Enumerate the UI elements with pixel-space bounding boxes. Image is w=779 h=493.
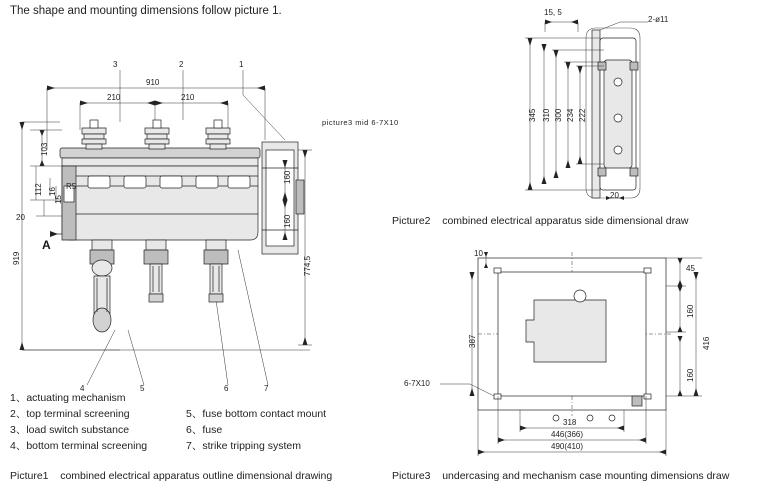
dim-345: 345 — [528, 108, 537, 122]
dim-112: 112 — [34, 183, 43, 196]
section-mark-a: A — [42, 238, 51, 252]
dim-p2-bottom: 20 — [610, 191, 619, 200]
dim-drop-height: 774,5 — [303, 255, 312, 276]
dim-p3-45: 45 — [686, 264, 695, 273]
callout-7: 7 — [264, 384, 269, 393]
sheet-title: The shape and mounting dimensions follow picture 1. — [10, 5, 282, 17]
picture1-caption: Picture1 combined electrical apparatus outline dimensional drawing — [10, 470, 333, 482]
dim-103: 103 — [40, 142, 49, 156]
dim-919: 919 — [12, 251, 21, 265]
dim-span-left: 210 — [107, 93, 121, 102]
legend-column-2 — [186, 406, 326, 454]
legend-item-3: 3、load switch substance — [10, 424, 130, 436]
dim-16: 16 — [48, 187, 57, 196]
dim-p3-318: 318 — [563, 418, 577, 427]
dim-p3-hole-note: 6-7X10 — [404, 379, 430, 388]
dim-15: 15 — [54, 195, 63, 204]
picture2-caption: Picture2 combined electrical apparatus side dimensional draw — [392, 215, 689, 227]
dim-p3-490: 490(410) — [551, 442, 584, 451]
dim-r5: R5 — [66, 182, 77, 191]
dim-p3-446: 446(366) — [551, 430, 584, 439]
legend-item-2: 2、top terminal screening — [10, 408, 130, 420]
dim-2-phi11: 2-ø11 — [648, 15, 669, 24]
dim-p3-160-b: 160 — [686, 368, 695, 382]
dim-234: 234 — [566, 108, 575, 122]
dim-p3-top-10: 10 — [474, 249, 483, 258]
callout-1: 1 — [239, 60, 244, 69]
dim-20: 20 — [16, 213, 25, 222]
dim-222: 222 — [578, 108, 587, 122]
callout-6: 6 — [224, 384, 229, 393]
callout-2: 2 — [179, 60, 184, 69]
callout-4: 4 — [80, 384, 85, 393]
legend-item-7: 7、strike tripping system — [186, 440, 301, 452]
dim-span-right: 210 — [181, 93, 195, 102]
legend-item-5: 5、fuse bottom contact mount — [186, 408, 327, 420]
callout-5: 5 — [140, 384, 145, 393]
legend-item-6: 6、fuse — [186, 424, 223, 436]
picture3-caption: Picture3 undercasing and mechanism case mounting dimensions draw — [392, 470, 730, 482]
dim-right-160-a: 160 — [283, 170, 292, 184]
legend-column-1 — [10, 390, 147, 454]
dim-p3-387: 387 — [468, 334, 477, 348]
dim-overall-width: 910 — [146, 78, 160, 87]
dim-15-5: 15, 5 — [544, 8, 562, 17]
dim-right-160-b: 160 — [283, 214, 292, 228]
dim-300: 300 — [554, 108, 563, 122]
callout-3: 3 — [113, 60, 118, 69]
picture3-mid-note: picture3 mid 6-7X10 — [322, 118, 399, 127]
legend-item-4: 4、bottom terminal screening — [10, 440, 148, 452]
legend-item-1: 1、actuating mechanism — [10, 392, 126, 404]
dim-310: 310 — [542, 108, 551, 122]
dim-p3-160-a: 160 — [686, 304, 695, 318]
dim-p3-416: 416 — [702, 336, 711, 350]
